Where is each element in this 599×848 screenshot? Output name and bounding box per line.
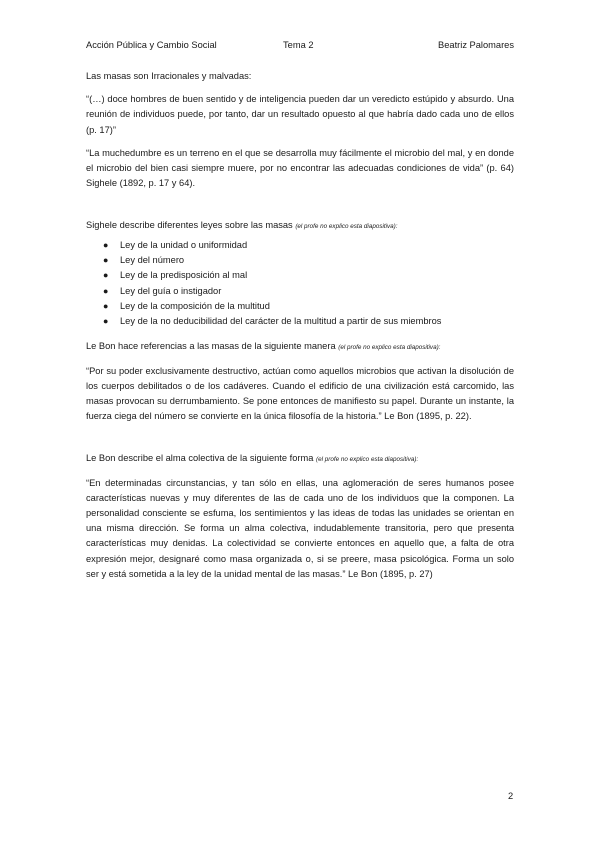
bullet-icon: ● [103,270,109,281]
list-item [86,268,514,283]
law-label: Ley del guía o instigador [120,285,222,296]
laws-list [86,238,514,330]
section1-heading: Las masas son Irracionales y malvadas: [86,71,252,81]
bullet-icon: ● [103,300,109,311]
page-content [86,69,514,582]
section4-note: (el profe no explico esta diapositiva): [315,456,419,464]
page-header [86,38,514,52]
header-author: Beatriz Palomares [438,40,514,50]
section4-quote: “En determinadas circunstancias, y tan sólo en ellas, una aglomeración de seres humanos posee características nuevas y muy diferentes de las de cada uno de los individuos que la componen. La personalidad consciente se esfuma, los sentimientos y las ideas de todas las unidades se orientan en una misma dirección. Se forma un alma colectiva, indudablemente transitoria, pero que presenta características muy denidas. La colectividad se convierte entonces en aquello que, a falta de otra expresión mejor, designaré como masa organizada o, si se preere, masa psicológica. Forma un solo ser y está sometida a la ley de la unidad mental de las masas.” Le Bon (1895, p. 27) [86,477,514,579]
section4-heading: Le Bon describe el alma colectiva de la siguiente forma [86,453,314,464]
section3-note: (el profe no explico esta diapositiva): [338,344,441,352]
bullet-icon: ● [103,285,109,296]
section2-note: (el profe no explico esta diapositiva): [295,223,398,231]
section1-quote1: “(…) doce hombres de buen sentido y de inteligencia pueden dar un veredicto estúpido y absurdo. Una reunión de individuos puede, por tanto, dar un resultado opuesto al que habría dado cada uno de ellos (p. 17)” [86,94,514,135]
bullet-icon: ● [103,316,109,327]
law-label: Ley de la no deducibilidad del carácter de la multitud a partir de sus miembros [120,316,442,327]
section2-heading: Sighele describe diferentes leyes sobre las masas [86,220,293,231]
list-item [86,253,514,268]
bullet-icon: ● [103,254,109,265]
section1-quote2: “La muchedumbre es un terreno en el que se desarrolla muy fácilmente el microbio del mal, y en donde el microbio del bien casi siempre muere, por no encontrar las adecuadas condiciones de vida” (p. 64) Sighele (1892, p. 17 y 64). [86,147,514,189]
list-item [86,314,514,329]
header-course-title: Acción Pública y Cambio Social [86,40,217,50]
list-item [86,284,514,299]
header-topic: Tema 2 [283,40,314,50]
page-number: 2 [508,791,514,801]
list-item [86,238,514,253]
law-label: Ley de la predisposición al mal [120,270,248,281]
list-item [86,299,514,314]
section3-heading-line [86,339,514,355]
section2-heading-line [86,218,514,234]
bullet-icon: ● [103,239,109,250]
section4-heading-line [86,451,514,467]
law-label: Ley de la unidad o uniformidad [120,239,248,250]
section3-heading: Le Bon hace referencias a las masas de la siguiente manera [86,341,336,352]
section3-quote: “Por su poder exclusivamente destructivo, actúan como aquellos microbios que activan la disolución de los cuerpos debilitados o de los cadáveres. Cuando el edificio de una civilización está carcomido, las masas provocan su derrumbamiento. Se pone entonces de manifiesto su papel. Durante un instante, la fuerza ciega del número se convierte en la única filosofía de la historia.” Le Bon (1895, p. 22). [86,365,514,422]
law-label: Ley de la composición de la multitud [120,300,270,311]
law-label: Ley del número [120,254,185,265]
